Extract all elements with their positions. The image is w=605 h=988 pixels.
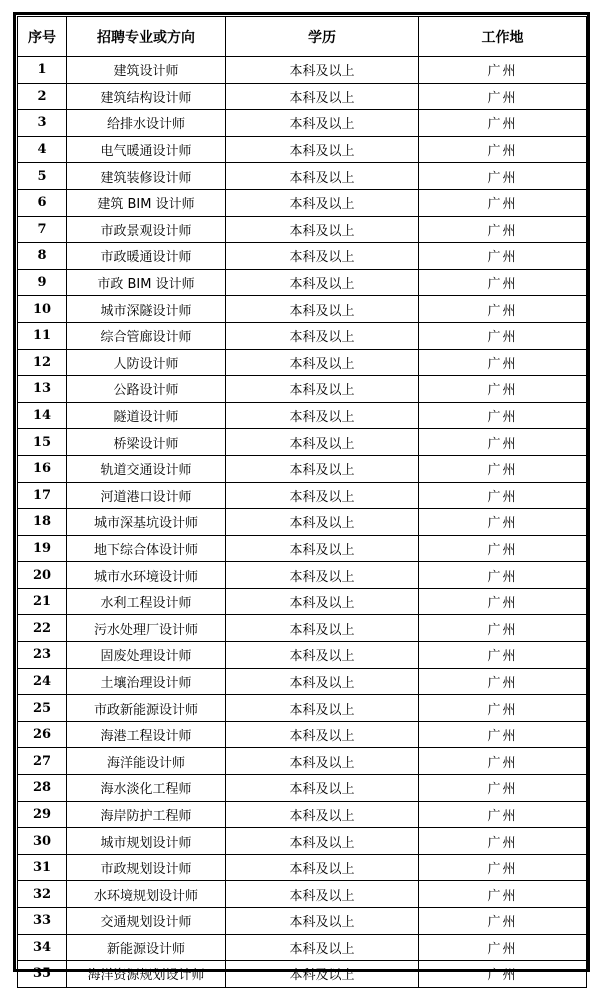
- table-row: [18, 189, 587, 216]
- cell-location: 广州: [419, 429, 587, 456]
- cell-index: 32: [18, 881, 67, 908]
- cell-index: 25: [18, 695, 67, 722]
- cell-index: 3: [18, 110, 67, 137]
- cell-education: 本科及以上: [226, 376, 419, 403]
- cell-index: 26: [18, 721, 67, 748]
- cell-index: 33: [18, 908, 67, 935]
- cell-location: 广州: [419, 668, 587, 695]
- cell-location: 广州: [419, 57, 587, 84]
- cell-location: 广州: [419, 615, 587, 642]
- cell-location: 广州: [419, 136, 587, 163]
- table-row: [18, 748, 587, 775]
- cell-education: 本科及以上: [226, 482, 419, 509]
- cell-location: 广州: [419, 349, 587, 376]
- cell-index: 16: [18, 455, 67, 482]
- cell-index: 20: [18, 562, 67, 589]
- cell-location: 广州: [419, 216, 587, 243]
- header-major: 招聘专业或方向: [67, 17, 226, 57]
- cell-index: 28: [18, 775, 67, 802]
- cell-index: 19: [18, 535, 67, 562]
- cell-education: 本科及以上: [226, 562, 419, 589]
- table-row: [18, 562, 587, 589]
- cell-major: 公路设计师: [67, 376, 226, 403]
- table-row: [18, 695, 587, 722]
- cell-education: 本科及以上: [226, 349, 419, 376]
- table-row: [18, 775, 587, 802]
- cell-education: 本科及以上: [226, 748, 419, 775]
- cell-location: 广州: [419, 322, 587, 349]
- cell-index: 1: [18, 57, 67, 84]
- cell-education: 本科及以上: [226, 854, 419, 881]
- cell-major: 市政规划设计师: [67, 854, 226, 881]
- cell-major: 市政景观设计师: [67, 216, 226, 243]
- cell-major: 建筑装修设计师: [67, 163, 226, 190]
- cell-education: 本科及以上: [226, 721, 419, 748]
- cell-education: 本科及以上: [226, 163, 419, 190]
- cell-major: 隧道设计师: [67, 402, 226, 429]
- cell-education: 本科及以上: [226, 642, 419, 669]
- cell-major: 固废处理设计师: [67, 642, 226, 669]
- cell-major: 给排水设计师: [67, 110, 226, 137]
- cell-education: 本科及以上: [226, 269, 419, 296]
- cell-major: 水利工程设计师: [67, 588, 226, 615]
- recruitment-table: [17, 16, 587, 988]
- header-location: 工作地: [419, 17, 587, 57]
- table-row: [18, 296, 587, 323]
- cell-index: 4: [18, 136, 67, 163]
- cell-location: 广州: [419, 695, 587, 722]
- table-row: [18, 163, 587, 190]
- table-row: [18, 801, 587, 828]
- cell-index: 5: [18, 163, 67, 190]
- cell-education: 本科及以上: [226, 695, 419, 722]
- cell-education: 本科及以上: [226, 509, 419, 536]
- table-row: [18, 854, 587, 881]
- cell-location: 广州: [419, 376, 587, 403]
- cell-index: 31: [18, 854, 67, 881]
- cell-education: 本科及以上: [226, 908, 419, 935]
- cell-education: 本科及以上: [226, 455, 419, 482]
- cell-index: 11: [18, 322, 67, 349]
- cell-index: 7: [18, 216, 67, 243]
- cell-index: 14: [18, 402, 67, 429]
- cell-location: 广州: [419, 748, 587, 775]
- table-row: [18, 828, 587, 855]
- cell-location: 广州: [419, 801, 587, 828]
- cell-major: 海岸防护工程师: [67, 801, 226, 828]
- cell-education: 本科及以上: [226, 801, 419, 828]
- cell-major: 电气暖通设计师: [67, 136, 226, 163]
- cell-location: 广州: [419, 296, 587, 323]
- cell-location: 广州: [419, 243, 587, 270]
- cell-education: 本科及以上: [226, 429, 419, 456]
- cell-education: 本科及以上: [226, 668, 419, 695]
- table-row: [18, 668, 587, 695]
- cell-major: 污水处理厂设计师: [67, 615, 226, 642]
- table-row: [18, 402, 587, 429]
- table-row: [18, 908, 587, 935]
- table-row: [18, 57, 587, 84]
- table-row: [18, 509, 587, 536]
- table-row: [18, 376, 587, 403]
- cell-location: 广州: [419, 83, 587, 110]
- table-row: [18, 642, 587, 669]
- cell-major: 河道港口设计师: [67, 482, 226, 509]
- table-body: [18, 57, 587, 988]
- cell-major: 城市深基坑设计师: [67, 509, 226, 536]
- cell-location: 广州: [419, 775, 587, 802]
- table-row: [18, 535, 587, 562]
- cell-major: 市政 BIM 设计师: [67, 269, 226, 296]
- table-row: [18, 429, 587, 456]
- table-frame: [13, 12, 590, 984]
- cell-index: 22: [18, 615, 67, 642]
- cell-education: 本科及以上: [226, 136, 419, 163]
- cell-major: 地下综合体设计师: [67, 535, 226, 562]
- cell-major: 水环境规划设计师: [67, 881, 226, 908]
- cell-location: 广州: [419, 934, 587, 961]
- table-row: [18, 243, 587, 270]
- cell-major: 市政新能源设计师: [67, 695, 226, 722]
- cell-index: 8: [18, 243, 67, 270]
- cell-major: 城市深隧设计师: [67, 296, 226, 323]
- cell-index: 15: [18, 429, 67, 456]
- cell-major: 海洋资源规划设计师: [67, 961, 226, 988]
- cell-index: 21: [18, 588, 67, 615]
- cell-major: 城市规划设计师: [67, 828, 226, 855]
- cell-education: 本科及以上: [226, 535, 419, 562]
- cell-index: 30: [18, 828, 67, 855]
- cell-location: 广州: [419, 482, 587, 509]
- table-row: [18, 455, 587, 482]
- header-index: 序号: [18, 17, 67, 57]
- cell-location: 广州: [419, 828, 587, 855]
- cell-education: 本科及以上: [226, 828, 419, 855]
- cell-education: 本科及以上: [226, 322, 419, 349]
- cell-major: 人防设计师: [67, 349, 226, 376]
- cell-index: 24: [18, 668, 67, 695]
- cell-index: 35: [18, 961, 67, 988]
- cell-location: 广州: [419, 854, 587, 881]
- cell-education: 本科及以上: [226, 775, 419, 802]
- cell-index: 23: [18, 642, 67, 669]
- cell-location: 广州: [419, 961, 587, 988]
- header-education: 学历: [226, 17, 419, 57]
- cell-location: 广州: [419, 269, 587, 296]
- cell-major: 轨道交通设计师: [67, 455, 226, 482]
- cell-education: 本科及以上: [226, 110, 419, 137]
- cell-index: 9: [18, 269, 67, 296]
- cell-index: 34: [18, 934, 67, 961]
- table-row: [18, 83, 587, 110]
- cell-major: 建筑 BIM 设计师: [67, 189, 226, 216]
- header-row: [18, 17, 587, 57]
- cell-major: 海水淡化工程师: [67, 775, 226, 802]
- cell-index: 18: [18, 509, 67, 536]
- table-row: [18, 110, 587, 137]
- cell-location: 广州: [419, 455, 587, 482]
- cell-index: 10: [18, 296, 67, 323]
- table-row: [18, 961, 587, 988]
- cell-education: 本科及以上: [226, 588, 419, 615]
- table-row: [18, 934, 587, 961]
- table-row: [18, 588, 587, 615]
- cell-major: 建筑结构设计师: [67, 83, 226, 110]
- cell-index: 27: [18, 748, 67, 775]
- cell-major: 综合管廊设计师: [67, 322, 226, 349]
- table-row: [18, 136, 587, 163]
- cell-index: 12: [18, 349, 67, 376]
- cell-education: 本科及以上: [226, 615, 419, 642]
- table-row: [18, 881, 587, 908]
- cell-location: 广州: [419, 721, 587, 748]
- cell-index: 13: [18, 376, 67, 403]
- cell-index: 2: [18, 83, 67, 110]
- cell-major: 建筑设计师: [67, 57, 226, 84]
- cell-location: 广州: [419, 588, 587, 615]
- table-row: [18, 216, 587, 243]
- table-row: [18, 322, 587, 349]
- table-row: [18, 615, 587, 642]
- cell-location: 广州: [419, 509, 587, 536]
- table-row: [18, 349, 587, 376]
- table-row: [18, 269, 587, 296]
- cell-location: 广州: [419, 402, 587, 429]
- cell-major: 土壤治理设计师: [67, 668, 226, 695]
- cell-index: 17: [18, 482, 67, 509]
- cell-education: 本科及以上: [226, 216, 419, 243]
- cell-location: 广州: [419, 881, 587, 908]
- cell-index: 6: [18, 189, 67, 216]
- cell-location: 广州: [419, 535, 587, 562]
- cell-location: 广州: [419, 562, 587, 589]
- cell-location: 广州: [419, 110, 587, 137]
- cell-major: 城市水环境设计师: [67, 562, 226, 589]
- cell-location: 广州: [419, 163, 587, 190]
- cell-major: 市政暖通设计师: [67, 243, 226, 270]
- cell-major: 新能源设计师: [67, 934, 226, 961]
- cell-education: 本科及以上: [226, 83, 419, 110]
- cell-education: 本科及以上: [226, 189, 419, 216]
- cell-education: 本科及以上: [226, 296, 419, 323]
- table-row: [18, 721, 587, 748]
- cell-education: 本科及以上: [226, 57, 419, 84]
- cell-education: 本科及以上: [226, 881, 419, 908]
- cell-location: 广州: [419, 908, 587, 935]
- cell-index: 29: [18, 801, 67, 828]
- cell-major: 海港工程设计师: [67, 721, 226, 748]
- cell-major: 海洋能设计师: [67, 748, 226, 775]
- cell-major: 交通规划设计师: [67, 908, 226, 935]
- cell-education: 本科及以上: [226, 961, 419, 988]
- cell-major: 桥梁设计师: [67, 429, 226, 456]
- cell-location: 广州: [419, 642, 587, 669]
- cell-education: 本科及以上: [226, 243, 419, 270]
- cell-education: 本科及以上: [226, 934, 419, 961]
- cell-location: 广州: [419, 189, 587, 216]
- cell-education: 本科及以上: [226, 402, 419, 429]
- table-row: [18, 482, 587, 509]
